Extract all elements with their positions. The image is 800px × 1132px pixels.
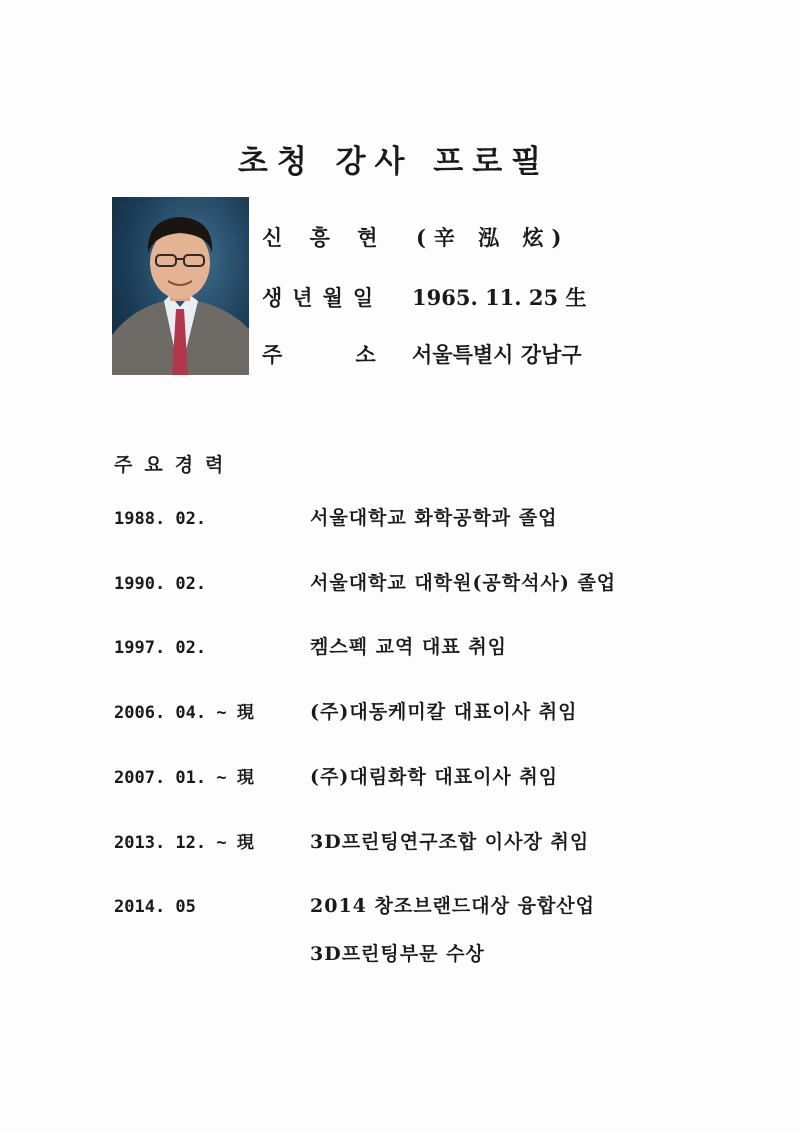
career-desc: (주)대림화학 대표이사 취임 [310, 766, 559, 788]
address-label: 주 소 [262, 342, 376, 367]
name-hanja: (辛 泓 炫) [416, 225, 570, 250]
career-date: 2007. 01. ~ 現 [114, 768, 254, 788]
career-desc: 서울대학교 대학원(공학석사) 졸업 [310, 572, 617, 594]
career-desc: 켐스펙 교역 대표 취임 [310, 636, 508, 658]
career-date: 1990. 02. [114, 574, 207, 594]
name-label: 신 흥 현 [262, 225, 388, 250]
career-heading: 주요경력 [114, 454, 236, 476]
career-date: 1988. 02. [114, 509, 207, 529]
speaker-photo [112, 197, 249, 375]
page-title: 초청 강사 프로필 [237, 144, 551, 180]
career-item [114, 568, 616, 595]
address-value: 서울특별시 강남구 [412, 342, 582, 367]
career-desc-continued: 3D프린팅부문 수상 [310, 943, 485, 965]
career-item [114, 697, 577, 724]
career-item [114, 762, 558, 789]
career-desc: 서울대학교 화학공학과 졸업 [310, 507, 558, 529]
career-desc: 2014 창조브랜드대상 융합산업 [310, 895, 596, 917]
career-date: 1997. 02. [114, 638, 207, 658]
career-item [114, 632, 507, 659]
birth-value: 1965. 11. 25 生 [412, 285, 587, 310]
career-date: 2006. 04. ~ 現 [114, 703, 254, 723]
birth-row [262, 282, 586, 312]
career-item [114, 827, 589, 854]
career-desc: 3D프린팅연구조합 이사장 취임 [310, 831, 590, 853]
birth-label: 생년월일 [262, 285, 384, 310]
career-date: 2014. 05 [114, 897, 196, 917]
address-row [262, 339, 582, 369]
career-desc: (주)대동케미칼 대표이사 취임 [310, 701, 578, 723]
name-row [262, 222, 570, 252]
career-item [114, 891, 595, 918]
career-item [114, 503, 557, 530]
career-date: 2013. 12. ~ 現 [114, 833, 254, 853]
